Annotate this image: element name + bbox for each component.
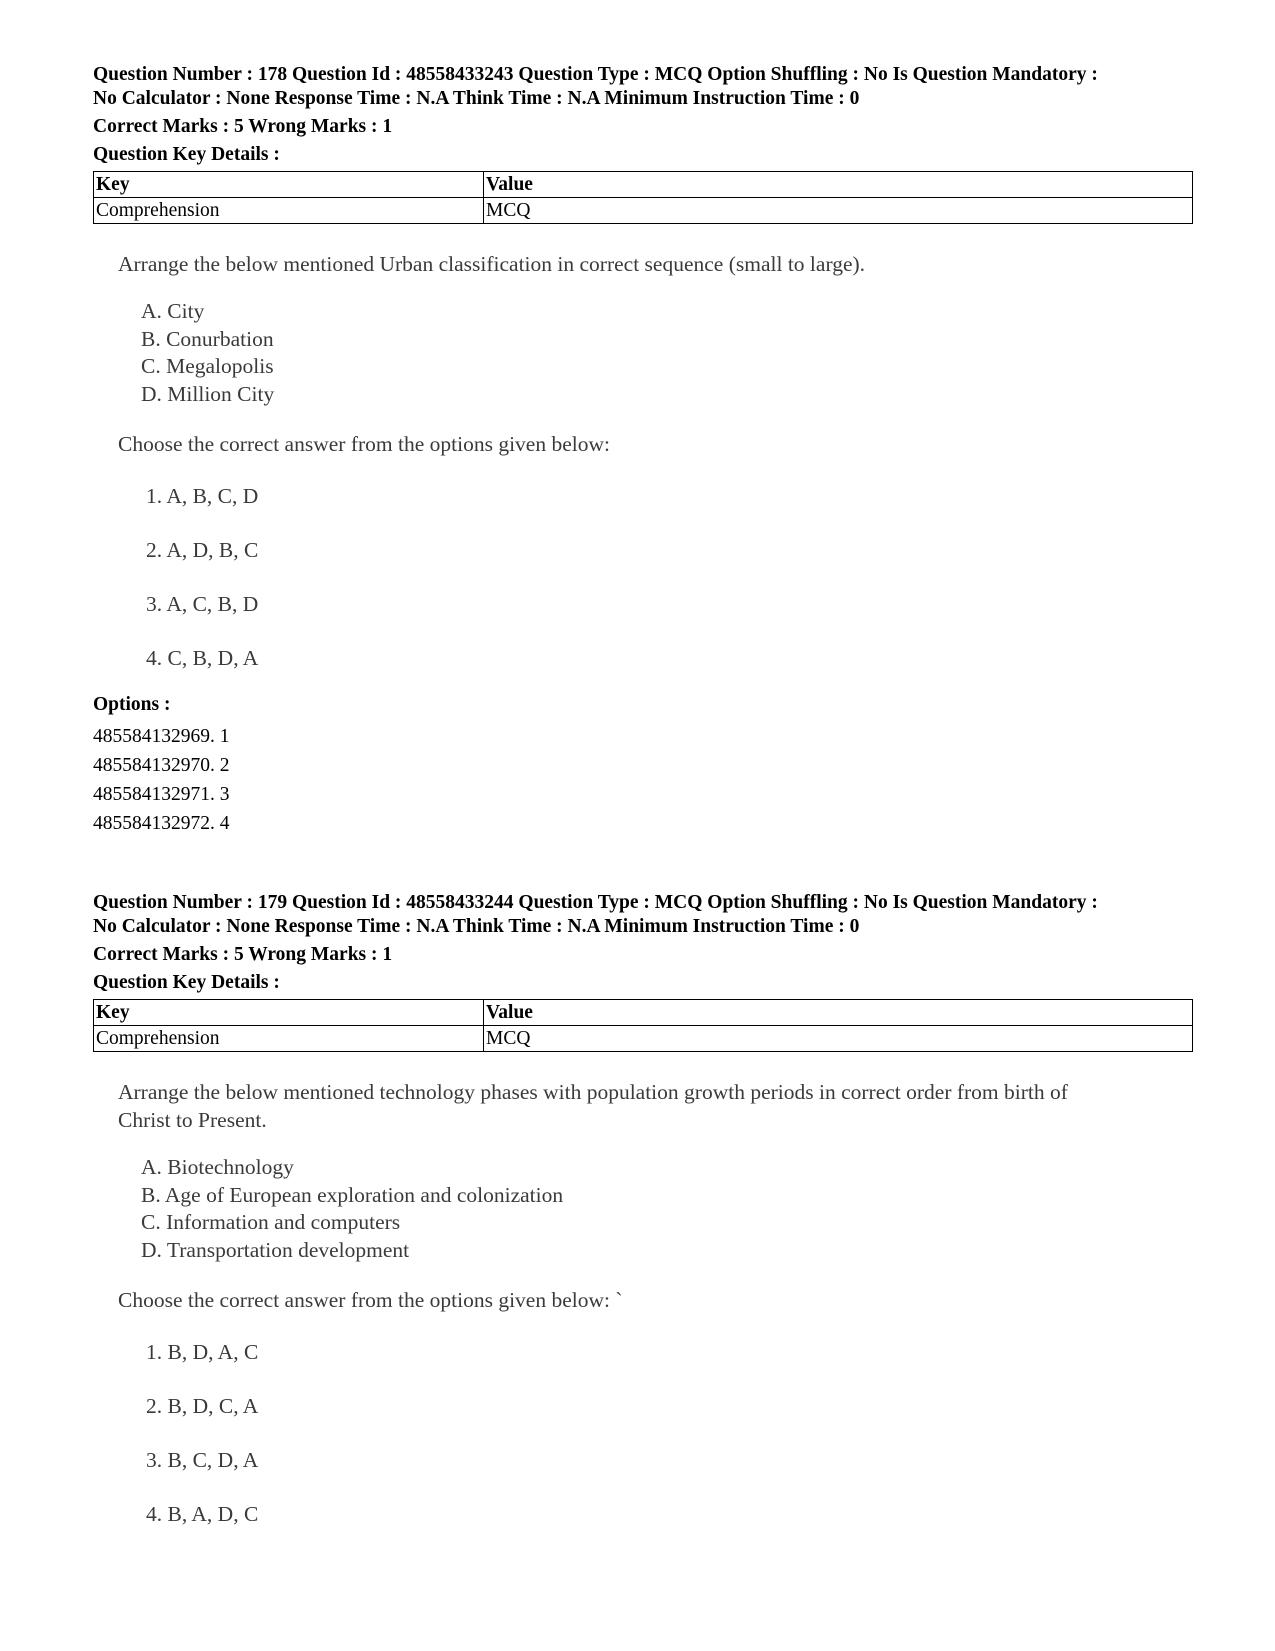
question-meta	[93, 891, 1193, 939]
question-meta	[93, 63, 1193, 111]
question-image	[118, 1078, 1193, 1528]
options-label: Options :	[93, 694, 171, 715]
list-item: B. Age of European exploration and colonization	[141, 1182, 564, 1207]
choice-item: 2. A, D, B, C	[146, 538, 259, 562]
question-stem-line-2: Christ to Present.	[118, 1108, 267, 1132]
choice-item: 2. B, D, C, A	[146, 1394, 259, 1418]
question-block-178	[93, 63, 1193, 838]
option-row: 485584132972. 4	[93, 813, 230, 834]
question-block-179	[93, 891, 1193, 1554]
question-meta-line-1: Question Number : 179 Question Id : 48558433244 Question Type : MCQ Option Shuffling : No Is Question Mandatory :	[93, 892, 1098, 913]
question-meta-line-1: Question Number : 178 Question Id : 48558433243 Question Type : MCQ Option Shuffling : No Is Question Mandatory :	[93, 64, 1098, 85]
marks-line: Correct Marks : 5 Wrong Marks : 1	[93, 116, 393, 137]
choice-list	[146, 482, 1193, 672]
key-cell: Comprehension	[94, 198, 484, 224]
choice-item: 3. B, C, D, A	[146, 1448, 259, 1472]
key-details-label: Question Key Details :	[93, 972, 280, 993]
value-cell: MCQ	[484, 198, 1193, 224]
list-item: A. Biotechnology	[141, 1155, 294, 1179]
question-stem	[118, 1078, 1193, 1134]
question-meta-line-2: No Calculator : None Response Time : N.A Think Time : N.A Minimum Instruction Time : 0	[93, 88, 860, 109]
list-item: B. Conurbation	[141, 326, 274, 351]
choice-item: 4. C, B, D, A	[146, 646, 259, 670]
choice-item: 1. B, D, A, C	[146, 1340, 259, 1364]
key-header-cell: Key	[94, 172, 484, 198]
choice-item: 4. B, A, D, C	[146, 1502, 259, 1526]
choice-list	[146, 1338, 1193, 1528]
key-details-table	[93, 999, 1193, 1052]
choice-item: 3. A, C, B, D	[146, 592, 259, 616]
marks-line: Correct Marks : 5 Wrong Marks : 1	[93, 944, 393, 965]
question-image	[118, 250, 1193, 672]
list-item: A. City	[141, 299, 205, 323]
key-cell: Comprehension	[94, 1026, 484, 1052]
question-stem: Arrange the below mentioned Urban classification in correct sequence (small to large).	[118, 252, 866, 276]
key-table-header-row	[94, 1000, 1193, 1026]
item-list	[141, 1154, 1193, 1264]
list-item: D. Transportation development	[141, 1237, 410, 1262]
value-header-cell: Value	[484, 172, 1193, 198]
option-row: 485584132970. 2	[93, 755, 230, 776]
key-details-table	[93, 171, 1193, 224]
value-header-cell: Value	[484, 1000, 1193, 1026]
key-table-header-row	[94, 172, 1193, 198]
key-table-row	[94, 198, 1193, 224]
key-header-cell: Key	[94, 1000, 484, 1026]
value-cell: MCQ	[484, 1026, 1193, 1052]
item-list	[141, 298, 1193, 408]
list-item: C. Information and computers	[141, 1210, 401, 1234]
key-details-label: Question Key Details :	[93, 144, 280, 165]
question-stem-line-1: Arrange the below mentioned technology phases with population growth periods in correct order from birth of	[118, 1080, 1068, 1104]
answer-instruction: Choose the correct answer from the options given below:	[118, 432, 610, 456]
key-table-row	[94, 1026, 1193, 1052]
list-item: C. Megalopolis	[141, 354, 274, 378]
choice-item: 1. A, B, C, D	[146, 484, 259, 508]
option-row: 485584132969. 1	[93, 726, 230, 747]
list-item: D. Million City	[141, 381, 275, 406]
question-meta-line-2: No Calculator : None Response Time : N.A Think Time : N.A Minimum Instruction Time : 0	[93, 916, 860, 937]
answer-instruction: Choose the correct answer from the options given below: `	[118, 1288, 623, 1312]
option-row: 485584132971. 3	[93, 784, 230, 805]
